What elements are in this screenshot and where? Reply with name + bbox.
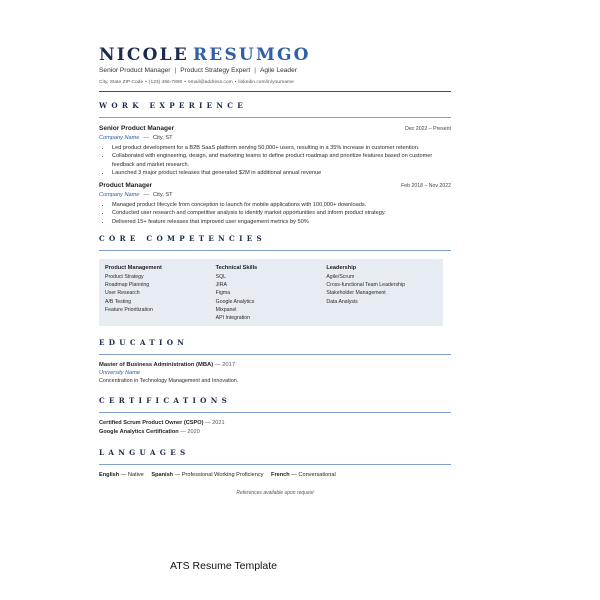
job-bullets (99, 201, 451, 226)
resume-page (99, 44, 451, 496)
tagline-item: Agile Leader (259, 67, 297, 74)
bullet-item: • Managed product lifecycle from conception to launch for mobile applications with 100,000+ downloads. (111, 201, 451, 209)
language-name: Spanish (151, 472, 174, 479)
contact-address: City, State ZIP Code (99, 80, 144, 85)
competency-item: SQL (215, 274, 227, 281)
bullet-item: • Launched 3 major product releases that generated $2M in additional annual revenue (111, 169, 451, 177)
bullet-item: • Led product development for a B2B SaaS platform serving 50,000+ users, resulting in a 35% increase in customer retention. (111, 144, 451, 152)
section-divider (99, 250, 451, 251)
competency-item: Mixpanel (215, 306, 237, 313)
job-bullets (99, 144, 451, 177)
section-title-certifications: CERTIFICATIONS (99, 396, 232, 406)
bullet-item: • Conducted user research and competitive analysis to identify market opportunities and inform product strategy. (111, 209, 451, 217)
competency-heading: Leadership (326, 265, 357, 272)
last-name: RESUMGO (192, 45, 311, 65)
company-location: City, ST (153, 192, 173, 199)
languages-line (99, 472, 451, 478)
company-name: Company Name (99, 192, 140, 199)
certification-year: — 2021 (205, 420, 225, 427)
job-entry (99, 182, 451, 226)
language-level: — Conversational (291, 472, 336, 479)
language-level: — Professional Working Proficiency (174, 472, 264, 479)
tagline-item: Senior Product Manager (99, 67, 171, 74)
competency-item: API Integration (215, 315, 250, 322)
competency-item: Data Analysis (326, 298, 358, 305)
competency-item: Agile/Scrum (326, 274, 355, 281)
certification-name: Google Analytics Certification (99, 429, 179, 436)
language-name: English (99, 472, 120, 479)
section-divider (99, 464, 451, 465)
competency-column (105, 265, 216, 322)
competency-item: Stakeholder Management (326, 290, 386, 297)
contact-line (99, 80, 451, 85)
competency-item: Roadmap Planning (105, 282, 150, 289)
company-location: City, ST (153, 135, 173, 141)
competency-heading: Product Management (105, 265, 162, 272)
job-title: Senior Product Manager (99, 125, 175, 132)
competency-item: Product Strategy (105, 274, 144, 281)
competency-column (326, 265, 437, 322)
competency-item: Feature Prioritization (105, 306, 153, 313)
competency-item: JIRA (215, 282, 227, 289)
contact-separator: • (145, 80, 147, 85)
competency-column (216, 265, 327, 322)
language-item (99, 472, 144, 478)
contact-email: email@address.com (188, 80, 233, 85)
references-note: References available upon request (236, 490, 314, 497)
section-title-experience: WORK EXPERIENCE (99, 101, 248, 110)
company-line: Company Name — City, ST (99, 135, 173, 141)
header-divider (99, 91, 451, 92)
tagline-separator: | (254, 67, 256, 74)
tagline (99, 67, 451, 74)
contact-phone: (123) 456-7890 (148, 80, 183, 85)
job-dates: Dec 2022 – Present (405, 126, 451, 132)
template-caption: ATS Resume Template (170, 560, 277, 572)
competencies-grid (99, 259, 443, 326)
competency-heading: Technical Skills (215, 265, 258, 272)
section-title-languages: LANGUAGES (99, 448, 190, 458)
job-dates: Feb 2018 – Nov 2022 (401, 183, 451, 190)
first-name: NICOLE (99, 45, 189, 65)
language-name: French (271, 472, 290, 479)
certification-item (99, 419, 451, 428)
company-name: Company Name (99, 135, 140, 141)
bullet-item: • Delivered 15+ feature releases that improved user engagement metrics by 50% (111, 218, 451, 226)
certification-year: — 2020 (180, 429, 200, 436)
degree: Master of Business Administration (MBA) (99, 362, 214, 369)
company-line: Company Name — City, ST (99, 192, 173, 199)
bullet-item: • Collaborated with engineering, design, and marketing teams to define product roadmap and prioritize features based on customer feedback and market research. (111, 152, 451, 169)
certifications-list (99, 419, 451, 437)
competency-item: User Research (105, 290, 140, 297)
contact-linkedin: linkedin.com/in/yourname (238, 80, 294, 85)
language-item (151, 472, 263, 478)
education-entry (99, 362, 451, 384)
competency-item: Cross-functional Team Leadership (326, 282, 405, 289)
certification-item (99, 428, 451, 437)
section-title-competencies: CORE COMPETENCIES (99, 234, 267, 244)
section-divider (99, 354, 451, 355)
tagline-item: Product Strategy Expert (180, 67, 251, 74)
contact-separator: • (184, 80, 187, 85)
competency-item: Figma (215, 290, 231, 297)
certification-name: Certified Scrum Product Owner (CSPO) (99, 420, 204, 427)
school-name: University Name (99, 370, 141, 377)
competency-item: Google Analytics (215, 298, 255, 305)
tagline-separator: | (174, 67, 177, 74)
language-item (271, 472, 336, 478)
degree-year: — 2017 (214, 362, 236, 369)
section-divider (99, 412, 451, 413)
job-entry (99, 125, 451, 177)
job-title: Product Manager (99, 182, 153, 190)
language-level: — Native (120, 472, 144, 479)
contact-separator: • (234, 80, 237, 85)
section-divider (99, 117, 451, 118)
competency-item: A/B Testing (105, 298, 132, 305)
section-title-education: EDUCATION (99, 338, 189, 348)
concentration: Concentration in Technology Management and Innovation. (99, 378, 239, 385)
candidate-name (99, 44, 451, 66)
